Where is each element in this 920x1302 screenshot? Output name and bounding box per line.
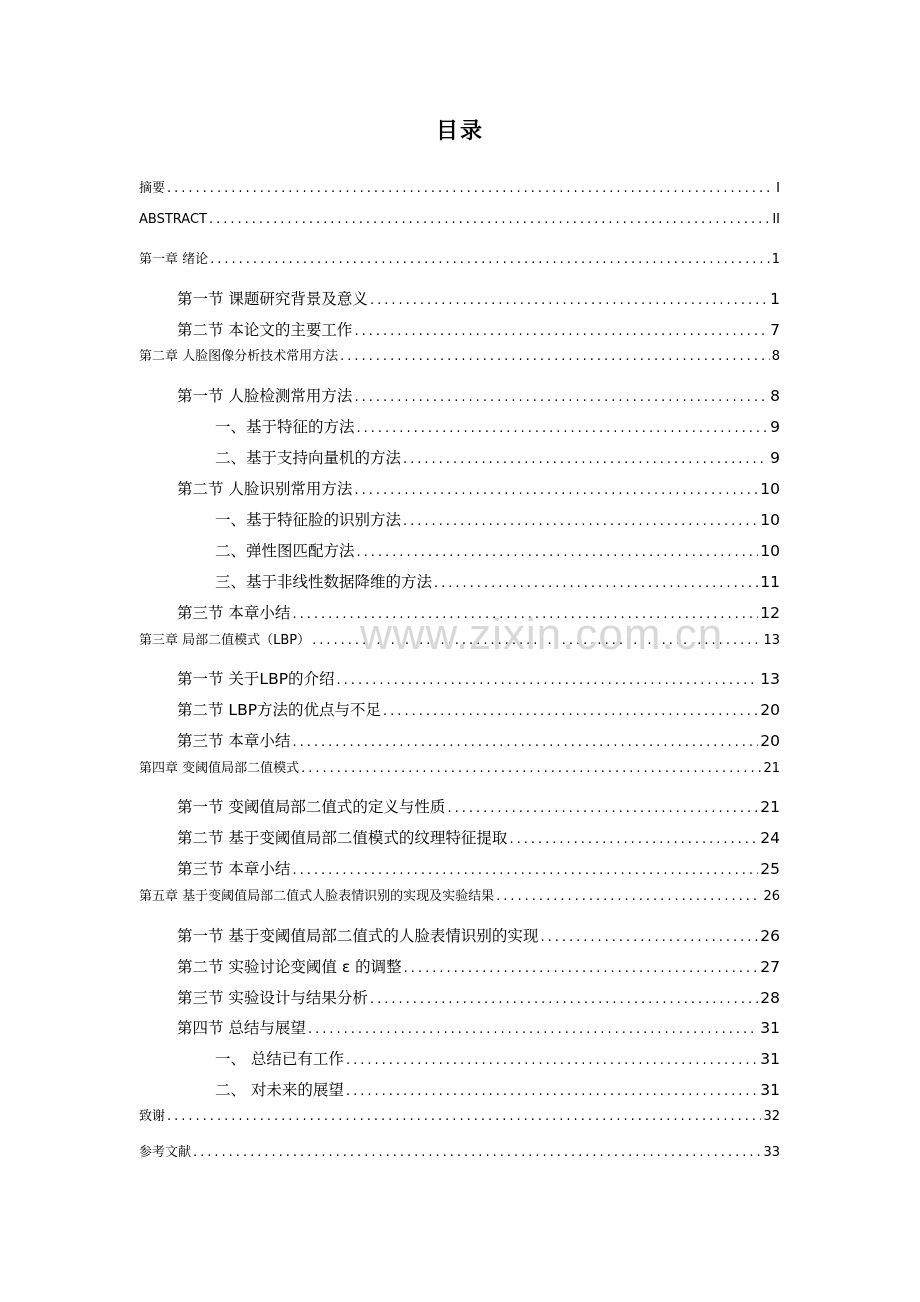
toc-entry-chapter-3[interactable] [139, 629, 780, 651]
toc-entry-chapter-2[interactable] [139, 345, 780, 367]
dot-leader [354, 483, 758, 498]
toc-entry-page: 20 [760, 701, 780, 719]
dot-leader [404, 961, 759, 976]
dot-leader [337, 673, 759, 688]
toc-entry-page: 24 [760, 829, 780, 847]
dot-leader [210, 252, 770, 267]
toc-entry-section-3-2[interactable] [177, 698, 780, 720]
toc-entry-page: 21 [760, 798, 780, 816]
dot-leader [447, 801, 758, 816]
dot-leader [540, 930, 758, 945]
toc-entry-label: 第四章 变阈值局部二值模式 [139, 761, 300, 776]
dot-leader [167, 181, 774, 196]
toc-entry-page: 8 [770, 387, 780, 405]
toc-entry-subsection-2-1-2[interactable] [215, 446, 780, 468]
dot-leader [292, 607, 758, 622]
toc-entry-page: 27 [760, 958, 780, 976]
toc-entry-section-5-1[interactable] [177, 924, 780, 946]
toc-entry-subsection-2-2-1[interactable] [215, 508, 780, 530]
toc-entry-chapter-4[interactable] [139, 757, 780, 779]
page-title: 目录 [435, 119, 484, 144]
toc-entry-label: 第一章 绪论 [139, 252, 209, 267]
toc-entry-page: 13 [763, 633, 780, 648]
toc-entry-label: 一、基于特征脸的识别方法 [215, 511, 402, 529]
toc-entry-page: I [776, 181, 780, 196]
toc-entry-section-5-3[interactable] [177, 986, 780, 1008]
toc-entry-section-2-3[interactable] [177, 601, 780, 623]
toc-entry-page: 11 [760, 573, 780, 591]
toc-entry-section-5-4[interactable] [177, 1016, 780, 1038]
toc-entry-label: 第五章 基于变阈值局部二值式人脸表情识别的实现及实验结果 [139, 889, 495, 904]
toc-entry-page: 21 [763, 761, 780, 776]
dot-leader [383, 704, 758, 719]
toc-entry-label: 第三节 本章小结 [177, 604, 291, 622]
toc-entry-page: 1 [771, 252, 780, 267]
dot-leader [346, 1084, 758, 1099]
dot-leader [403, 514, 758, 529]
toc-entry-label: 二、 对未来的展望 [215, 1081, 344, 1099]
toc-entry-page: 20 [760, 732, 780, 750]
dot-leader [354, 390, 768, 405]
dot-leader [403, 452, 768, 467]
toc-entry-page: II [772, 212, 780, 227]
toc-entry-section-2-1[interactable] [177, 384, 780, 406]
toc-entry-page: 8 [771, 349, 780, 364]
toc-entry-label: 第三节 本章小结 [177, 860, 291, 878]
dot-leader [434, 576, 758, 591]
toc-entry-page: 10 [760, 511, 780, 529]
toc-entry-section-4-1[interactable] [177, 795, 780, 817]
toc-entry-section-3-1[interactable] [177, 667, 780, 689]
toc-entry-section-5-2[interactable] [177, 955, 780, 977]
toc-entry-label: 第三章 局部二值模式（LBP） [139, 633, 311, 648]
toc-entry-page: 31 [760, 1081, 780, 1099]
watermark: www.zixin.com.cn [360, 610, 724, 659]
toc-entry-subsection-5-4-2[interactable] [215, 1078, 780, 1100]
toc-entry-subsection-2-2-2[interactable] [215, 539, 780, 561]
toc-entry-label: 第一节 课题研究背景及意义 [177, 290, 368, 308]
dot-leader [496, 889, 761, 904]
toc-entry-label: 二、弹性图匹配方法 [215, 542, 355, 560]
toc-entry-subsection-2-2-3[interactable] [215, 570, 780, 592]
toc-entry-label: ABSTRACT [139, 212, 207, 227]
toc-entry-label: 第一节 变阈值局部二值式的定义与性质 [177, 798, 446, 816]
toc-entry-page: 7 [770, 321, 780, 339]
toc-entry-label: 三、基于非线性数据降维的方法 [215, 573, 433, 591]
dot-leader [301, 761, 761, 776]
toc-entry-page: 1 [770, 290, 780, 308]
dot-leader [308, 1022, 758, 1037]
toc-entry-subsection-5-4-1[interactable] [215, 1047, 780, 1069]
toc-entry-label: 一、基于特征的方法 [215, 418, 355, 436]
toc-entry-chapter-1[interactable] [139, 248, 780, 270]
toc-entry-page: 13 [760, 670, 780, 688]
toc-entry-label: 第二节 基于变阈值局部二值模式的纹理特征提取 [177, 829, 508, 847]
toc-entry-section-2-2[interactable] [177, 477, 780, 499]
toc-entry-section-4-2[interactable] [177, 826, 780, 848]
toc-entry-label: 第三节 实验设计与结果分析 [177, 989, 368, 1007]
toc-entry-label: 第四节 总结与展望 [177, 1019, 306, 1037]
toc-entry-label: 一、 总结已有工作 [215, 1050, 344, 1068]
toc-entry-label: 参考文献 [139, 1145, 192, 1160]
toc-entry-section-1-1[interactable] [177, 287, 780, 309]
toc-entry-section-4-3[interactable] [177, 857, 780, 879]
toc-entry-chapter-5[interactable] [139, 885, 780, 907]
dot-leader [509, 832, 758, 847]
toc-entry-label: 第二章 人脸图像分析技术常用方法 [139, 349, 339, 364]
toc-entry-references[interactable] [139, 1141, 780, 1163]
dot-leader [357, 421, 769, 436]
dot-leader [357, 545, 759, 560]
toc-entry-page: 31 [760, 1019, 780, 1037]
toc-entry-page: 9 [770, 449, 780, 467]
dot-leader [292, 735, 758, 750]
dot-leader [193, 1145, 761, 1160]
toc-entry-label: 第二节 本论文的主要工作 [177, 321, 353, 339]
toc-entry-acknowledgements[interactable] [139, 1105, 780, 1127]
toc-entry-page: 12 [760, 604, 780, 622]
toc-entry-page: 31 [760, 1050, 780, 1068]
toc-entry-page: 25 [760, 860, 780, 878]
toc-entry-page: 10 [760, 542, 780, 560]
toc-entry-abstract-cn[interactable] [139, 177, 780, 199]
dot-leader [312, 633, 761, 648]
toc-entry-label: 第三节 本章小结 [177, 732, 291, 750]
toc-entry-abstract-en[interactable] [139, 212, 780, 234]
dot-leader [370, 293, 768, 308]
dot-leader [340, 349, 770, 364]
toc-entry-page: 33 [763, 1145, 780, 1160]
toc-entry-label: 第二节 实验讨论变阈值 ε 的调整 [177, 958, 402, 976]
toc-entry-page: 32 [763, 1109, 780, 1124]
toc-entry-section-3-3[interactable] [177, 729, 780, 751]
toc-entry-page: 26 [763, 889, 780, 904]
dot-leader [354, 324, 768, 339]
dot-leader [370, 992, 758, 1007]
dot-leader [346, 1053, 758, 1068]
dot-leader [209, 212, 770, 227]
toc-entry-subsection-2-1-1[interactable] [215, 415, 780, 437]
toc-entry-label: 第一节 人脸检测常用方法 [177, 387, 353, 405]
toc-entry-page: 10 [760, 480, 780, 498]
toc-entry-page: 28 [760, 989, 780, 1007]
toc-entry-label: 二、基于支持向量机的方法 [215, 449, 402, 467]
toc-entry-label: 第一节 基于变阈值局部二值式的人脸表情识别的实现 [177, 927, 539, 945]
toc-entry-label: 摘要 [139, 181, 166, 196]
toc-entry-label: 致谢 [139, 1109, 166, 1124]
toc-entry-page: 9 [770, 418, 780, 436]
toc-entry-label: 第二节 人脸识别常用方法 [177, 480, 353, 498]
dot-leader [167, 1109, 761, 1124]
toc-entry-label: 第二节 LBP方法的优点与不足 [177, 701, 382, 719]
dot-leader [292, 863, 758, 878]
toc-entry-section-1-2[interactable] [177, 318, 780, 340]
toc-entry-page: 26 [760, 927, 780, 945]
toc-entry-label: 第一节 关于LBP的介绍 [177, 670, 335, 688]
